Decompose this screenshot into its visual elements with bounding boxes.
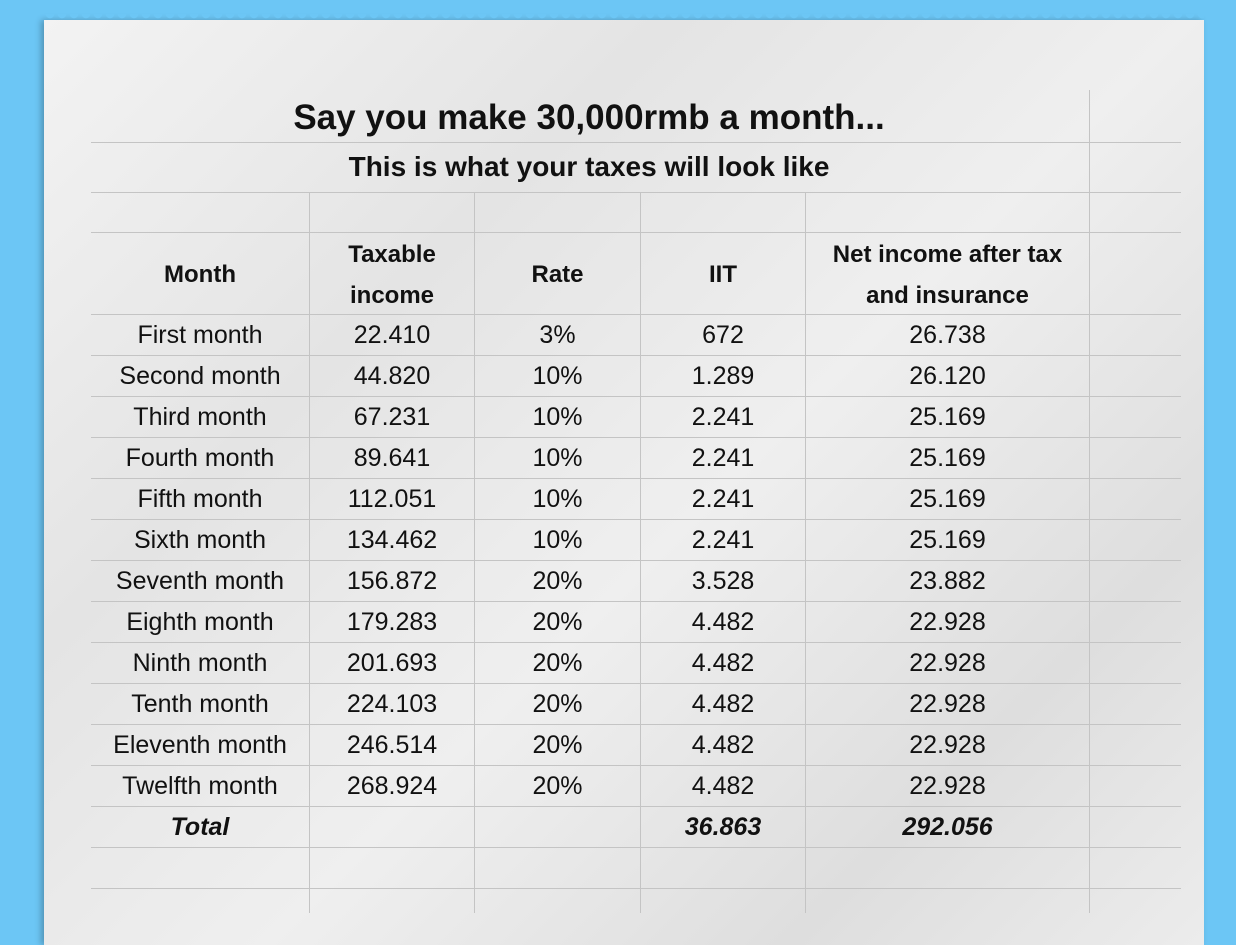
grid-line (1089, 90, 1090, 913)
table-row-rate: 20% (532, 772, 583, 800)
table-row-iit: 4.482 (691, 649, 755, 677)
table-row-iit: 4.482 (691, 772, 755, 800)
table-row-iit: 2.241 (691, 485, 755, 513)
table-row-month: First month (137, 321, 263, 349)
table-row-net: 26.120 (909, 362, 986, 390)
total-row-month: Total (170, 813, 230, 841)
table-row-rate: 3% (539, 321, 576, 349)
grid-line (91, 192, 1181, 193)
table-row-month: Fourth month (125, 444, 275, 472)
grid-line (91, 888, 1181, 889)
grid-line (474, 192, 475, 913)
table-row-iit: 3.528 (691, 567, 755, 595)
table-row-month: Third month (133, 403, 267, 431)
grid-line (91, 847, 1181, 848)
grid-line (91, 683, 1181, 684)
total-row-iit: 36.863 (684, 813, 762, 841)
grid-line (91, 560, 1181, 561)
table-row-net: 22.928 (909, 731, 986, 759)
grid-line (91, 142, 1181, 143)
table-row-taxable: 22.410 (353, 321, 431, 349)
table-row-month: Seventh month (115, 567, 285, 595)
table-row-rate: 20% (532, 731, 583, 759)
table-row-iit: 2.241 (691, 526, 755, 554)
table-row-net: 22.928 (909, 690, 986, 718)
table-row-iit: 672 (702, 321, 744, 349)
grid-line (91, 437, 1181, 438)
grid-line (91, 355, 1181, 356)
header-taxable-line1: Taxable (348, 241, 436, 268)
total-row-taxable (310, 807, 474, 848)
page-subtitle: This is what your taxes will look like (348, 151, 830, 182)
table-row-month: Tenth month (131, 690, 269, 718)
table-row-net: 22.928 (909, 608, 986, 636)
table-row-taxable: 134.462 (346, 526, 438, 554)
header-net-income (806, 234, 1089, 316)
table-row-iit: 2.241 (691, 444, 755, 472)
table-row-taxable: 89.641 (353, 444, 431, 472)
table-row-rate: 20% (532, 649, 583, 677)
table-row-rate: 10% (532, 444, 583, 472)
table-row-taxable: 112.051 (347, 485, 437, 513)
table-row-net: 25.169 (909, 403, 986, 431)
table-row-iit: 4.482 (691, 608, 755, 636)
table-row-taxable: 224.103 (346, 690, 438, 718)
grid-line (91, 642, 1181, 643)
table-row-iit: 1.289 (691, 362, 755, 390)
table-row-taxable: 201.693 (346, 649, 438, 677)
table-row-month: Twelfth month (122, 772, 278, 800)
table-row-taxable: 179.283 (346, 608, 438, 636)
table-row-taxable: 246.514 (346, 731, 438, 759)
header-month (91, 254, 309, 295)
table-row-net: 22.928 (909, 772, 986, 800)
table-row-month: Fifth month (137, 485, 263, 513)
grid-line (91, 601, 1181, 602)
table-row-month: Sixth month (133, 526, 266, 554)
table-row-rate: 10% (532, 403, 583, 431)
table-row-iit: 4.482 (691, 690, 755, 718)
header-month-label: Month (164, 261, 236, 288)
total-row-rate (475, 807, 640, 848)
header-net-line2: and insurance (866, 282, 1029, 309)
table-row-iit: 2.241 (691, 403, 755, 431)
header-iit (641, 254, 805, 295)
grid-line (91, 478, 1181, 479)
total-row-net: 292.056 (902, 813, 993, 841)
table-row-net: 26.738 (909, 321, 986, 349)
grid-line (805, 192, 806, 913)
table-row-iit: 4.482 (691, 731, 755, 759)
header-taxable-income (310, 234, 474, 316)
table-row-rate: 20% (532, 567, 583, 595)
grid-line (91, 519, 1181, 520)
table-row-month: Ninth month (132, 649, 268, 677)
table-row-taxable: 44.820 (353, 362, 431, 390)
table-row-month: Eleventh month (113, 731, 287, 759)
table-row-net: 25.169 (909, 485, 986, 513)
table-row-net: 22.928 (909, 649, 986, 677)
table-row-rate: 20% (532, 608, 583, 636)
header-net-line1: Net income after tax (832, 241, 1063, 268)
table-row-taxable: 268.924 (346, 772, 438, 800)
grid-line (91, 724, 1181, 725)
notebook-paper (44, 20, 1204, 945)
grid-line (91, 232, 1181, 233)
header-taxable-line2: income (349, 282, 435, 309)
grid-line (309, 192, 310, 913)
table-row-month: Second month (119, 362, 281, 390)
table-row-taxable: 156.872 (346, 567, 438, 595)
table-row-rate: 20% (532, 690, 583, 718)
page-title: Say you make 30,000rmb a month... (293, 98, 885, 137)
grid-line (640, 192, 641, 913)
table-row-rate: 10% (532, 485, 583, 513)
table-row-net: 23.882 (909, 567, 986, 595)
table-row-net: 25.169 (909, 444, 986, 472)
table-row-net: 25.169 (909, 526, 986, 554)
table-row-rate: 10% (532, 526, 583, 554)
grid-line (91, 396, 1181, 397)
table-row-rate: 10% (532, 362, 583, 390)
table-row-month: Eighth month (126, 608, 274, 636)
grid-line (91, 806, 1181, 807)
header-iit-label: IIT (709, 261, 737, 288)
header-rate-label: Rate (531, 261, 584, 288)
table-row-taxable: 67.231 (353, 403, 431, 431)
grid-line (91, 314, 1181, 315)
header-rate (475, 254, 640, 295)
grid-line (91, 765, 1181, 766)
